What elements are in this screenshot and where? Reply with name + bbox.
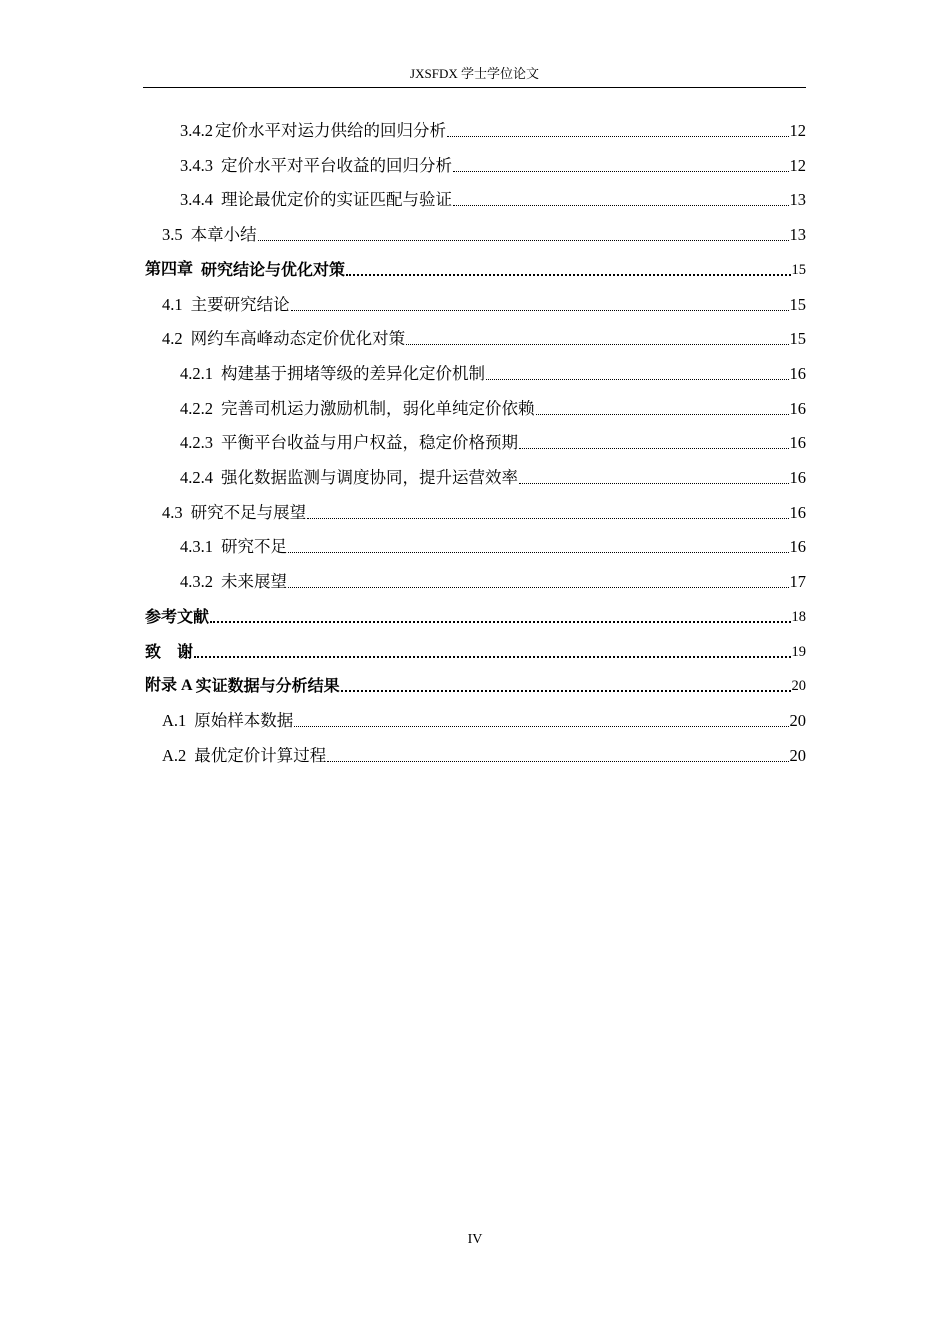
dot-leader	[406, 344, 788, 345]
dot-leader	[536, 414, 789, 415]
toc-entry-number: 第四章	[145, 261, 194, 278]
toc-entry-4-3[interactable]	[162, 498, 806, 524]
toc-entry-page: 20	[789, 711, 806, 730]
dot-leader	[294, 726, 788, 727]
toc-entry-number: A.2	[162, 746, 187, 765]
toc-entry-title: 原始样本数据	[194, 711, 294, 730]
dot-leader	[258, 240, 789, 241]
toc-entry-a-2[interactable]	[162, 741, 806, 767]
toc-entry-page: 12	[789, 121, 806, 140]
dot-leader	[453, 205, 789, 206]
toc-entry-number: 3.4.4	[180, 190, 213, 209]
header-rule	[143, 87, 806, 88]
toc-entry-page: 13	[789, 225, 806, 244]
dot-leader	[194, 656, 790, 658]
toc-entry-page: 20	[789, 746, 806, 765]
toc-entry-page: 16	[789, 537, 806, 556]
toc-entry-4-3-1[interactable]	[180, 532, 806, 558]
toc-entry-number: 4.2.2	[180, 399, 213, 418]
dot-leader	[453, 171, 789, 172]
toc-entry-title: 研究不足与展望	[190, 503, 307, 522]
toc-entry-page: 16	[789, 468, 806, 487]
dot-leader	[210, 621, 790, 623]
toc-entry-page: 16	[789, 433, 806, 452]
toc-entry-page: 15	[791, 262, 806, 278]
dot-leader	[288, 587, 789, 588]
toc-entry-3-4-2[interactable]	[180, 116, 806, 142]
toc-entry-title: 实证数据与分析结果	[195, 676, 340, 695]
toc-entry-number: 4.3	[162, 503, 183, 522]
dot-leader	[519, 448, 789, 449]
dot-leader	[346, 274, 790, 276]
toc-entry-page: 16	[789, 399, 806, 418]
toc-entry-title: 定价水平对运力供给的回归分析	[215, 121, 446, 140]
toc-entry-title: 研究结论与优化对策	[201, 260, 346, 279]
toc-entry-number: 4.2.3	[180, 433, 213, 452]
toc-entry-title: 致 谢	[145, 642, 194, 661]
running-header: JXSFDX 学士学位论文	[410, 66, 539, 81]
toc-entry-number: 4.2	[162, 329, 183, 348]
toc-entry-title: 完善司机运力激励机制，弱化单纯定价依赖	[221, 399, 535, 418]
toc-entry-3-4-4[interactable]	[180, 185, 806, 211]
toc-entry-3-5[interactable]	[162, 220, 806, 246]
toc-entry-references[interactable]	[145, 602, 806, 628]
toc-entry-title: 定价水平对平台收益的回归分析	[221, 156, 452, 175]
toc-entry-title: 参考文献	[145, 607, 210, 626]
toc-entry-title: 研究不足	[221, 537, 287, 556]
toc-entry-number: 4.2.1	[180, 364, 213, 383]
toc-entry-title: 构建基于拥堵等级的差异化定价机制	[221, 364, 485, 383]
toc-entry-page: 15	[789, 329, 806, 348]
toc-entry-number: 4.2.4	[180, 468, 213, 487]
toc-entry-4-2-1[interactable]	[180, 359, 806, 385]
dot-leader	[486, 379, 789, 380]
toc-entry-page: 12	[789, 156, 806, 175]
toc-entry-4-2-4[interactable]	[180, 463, 806, 489]
toc-entry-4-2-2[interactable]	[180, 394, 806, 420]
toc-entry-title: 未来展望	[221, 572, 287, 591]
toc-entry-page: 13	[789, 190, 806, 209]
toc-entry-title: 强化数据监测与调度协同，提升运营效率	[221, 468, 518, 487]
toc-entry-number: 3.4.3	[180, 156, 213, 175]
toc-entry-number: 4.1	[162, 295, 183, 314]
toc-entry-number: 4.3.1	[180, 537, 213, 556]
toc-entry-page: 20	[791, 678, 806, 694]
dot-leader	[291, 310, 789, 311]
toc-entry-page: 18	[791, 609, 806, 625]
toc-entry-title: 网约车高峰动态定价优化对策	[190, 329, 406, 348]
toc-entry-a-1[interactable]	[162, 706, 806, 732]
toc-entry-title: 最优定价计算过程	[194, 746, 327, 765]
toc-entry-title: 主要研究结论	[190, 295, 290, 314]
toc-entry-page: 17	[789, 572, 806, 591]
toc-entry-4-1[interactable]	[162, 290, 806, 316]
toc-entry-chapter-4[interactable]	[145, 255, 806, 281]
toc-entry-title: 理论最优定价的实证匹配与验证	[221, 190, 452, 209]
toc-entry-appendix-a[interactable]	[145, 671, 806, 697]
toc-entry-number: 3.5	[162, 225, 183, 244]
toc-entry-page: 16	[789, 364, 806, 383]
toc-entry-number: A.1	[162, 711, 187, 730]
toc-entry-title: 平衡平台收益与用户权益，稳定价格预期	[221, 433, 518, 452]
toc-entry-4-2[interactable]	[162, 324, 806, 350]
toc-entry-page: 19	[791, 644, 806, 660]
toc-entry-4-3-2[interactable]	[180, 567, 806, 593]
dot-leader	[341, 690, 791, 692]
dot-leader	[519, 483, 789, 484]
dot-leader	[288, 552, 789, 553]
toc-entry-page: 16	[789, 503, 806, 522]
toc-entry-number: 4.3.2	[180, 572, 213, 591]
toc-entry-number: 附录 A	[145, 677, 193, 694]
toc-entry-3-4-3[interactable]	[180, 151, 806, 177]
dot-leader	[307, 518, 788, 519]
toc-entry-page: 15	[789, 295, 806, 314]
toc-entry-4-2-3[interactable]	[180, 428, 806, 454]
dot-leader	[447, 136, 789, 137]
toc-entry-title: 本章小结	[190, 225, 257, 244]
toc-entry-acknowledgements[interactable]	[145, 637, 806, 663]
dot-leader	[327, 761, 788, 762]
toc-entry-number: 3.4.2	[180, 121, 213, 140]
page-number: IV	[467, 1232, 483, 1247]
